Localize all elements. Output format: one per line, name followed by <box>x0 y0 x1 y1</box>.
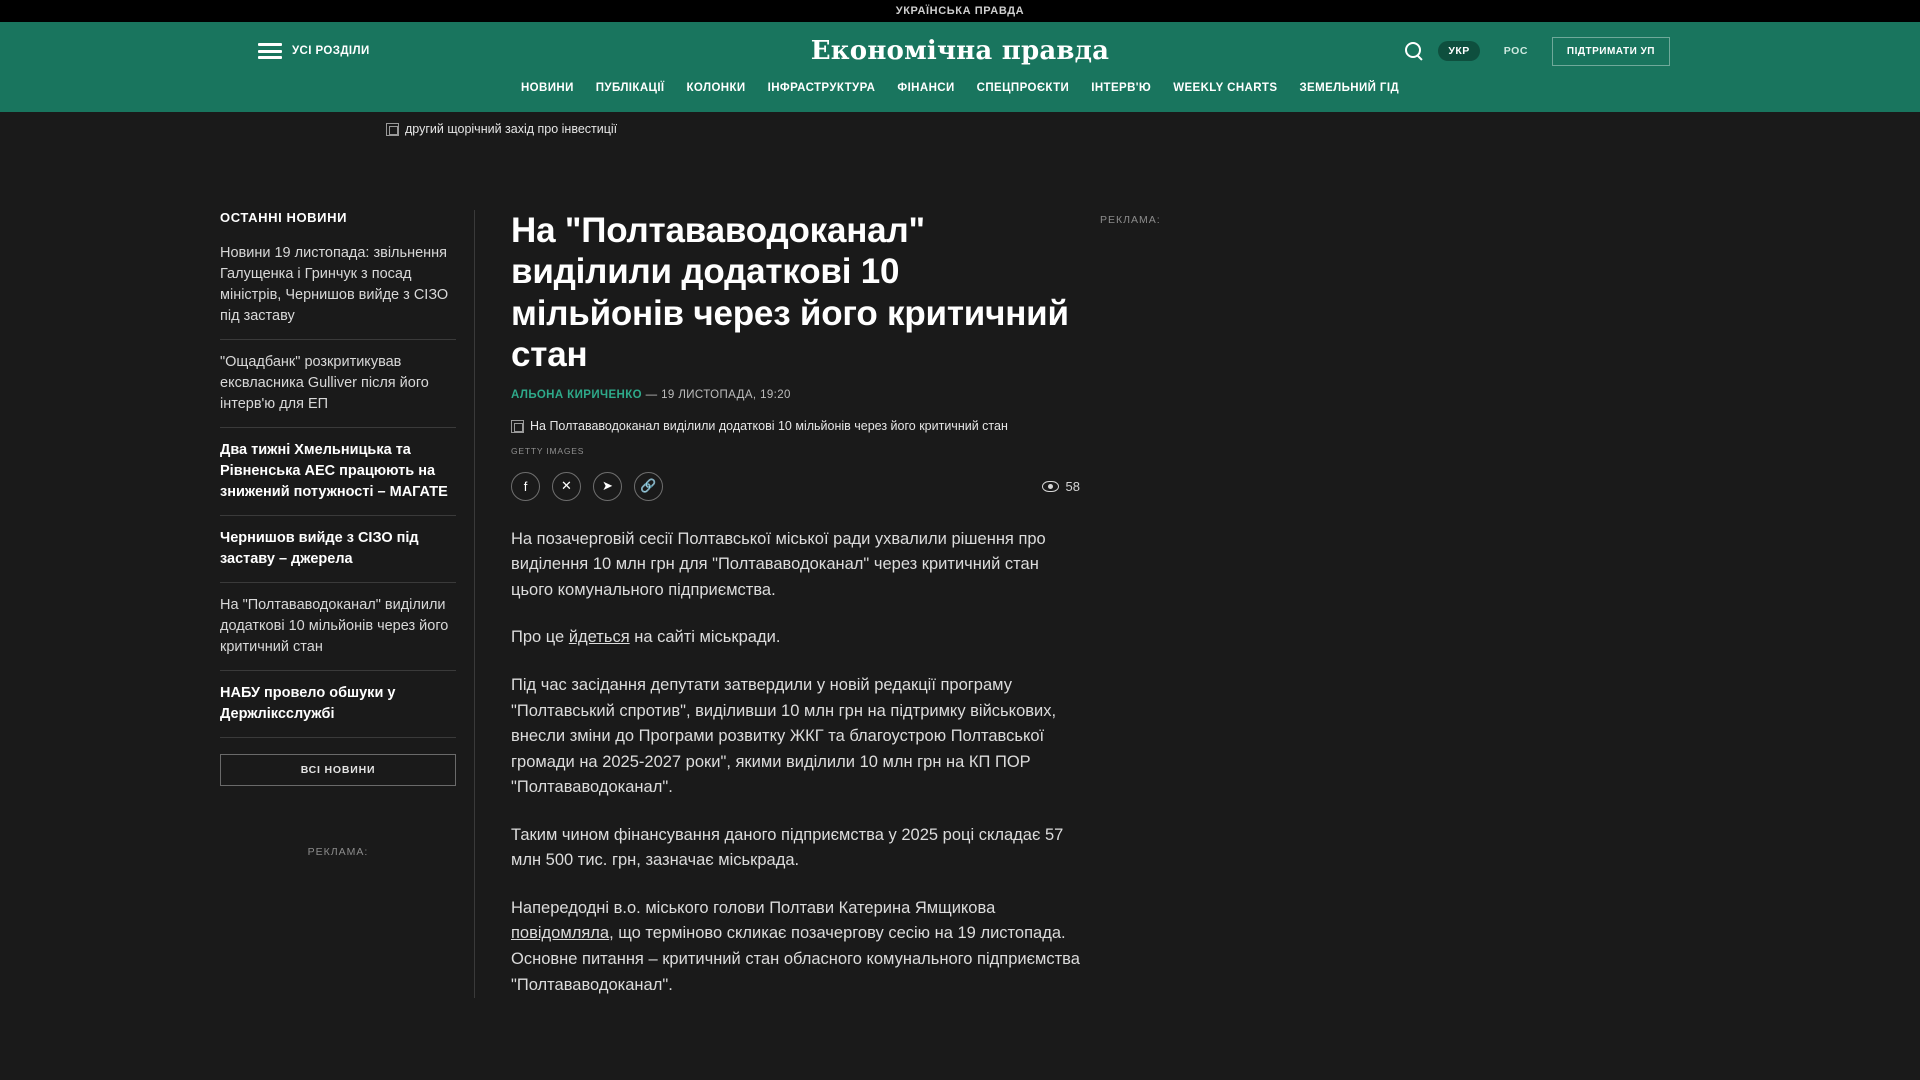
paragraph: Напередодні в.о. міського голови Полтави Катерина Ямщикова повідомляла, що терміново скликає позачергову сесію на 19 листопада. Основне питання – критичний стан обласного комунального підприємства "Полтававодоканал". <box>511 898 1080 994</box>
left-gutter <box>0 210 220 998</box>
share-row <box>511 472 1080 501</box>
article <box>475 210 1100 998</box>
copy-link-icon[interactable]: 🔗 <box>634 472 663 501</box>
nav-item-novyny[interactable]: НОВИНИ <box>520 82 574 94</box>
sidebar-title: ОСТАННІ НОВИНИ <box>220 210 348 225</box>
broken-image-icon <box>386 123 399 136</box>
lang-switch-ua[interactable]: УКР <box>1438 41 1479 61</box>
hamburger-icon <box>258 43 282 59</box>
main-nav <box>0 80 1920 112</box>
top-banner-area <box>0 112 1920 192</box>
view-count: 58 <box>1065 478 1080 494</box>
list-item[interactable]: Чернишов вийде з СІЗО під заставу – джерела <box>220 516 456 583</box>
network-bar <box>0 0 1920 22</box>
banner-alt-text: другий щорічний захід про інвестиції <box>405 122 618 136</box>
byline <box>511 389 1080 401</box>
view-counter <box>1042 479 1080 494</box>
list-item[interactable]: НАБУ провело обшуки у Держліксслужбі <box>220 671 456 738</box>
nav-item-kolonky[interactable]: КОЛОНКИ <box>686 82 746 94</box>
x-twitter-icon[interactable]: ✕ <box>552 472 581 501</box>
menu-label: УСІ РОЗДІЛИ <box>292 45 370 57</box>
all-news-button[interactable]: ВСІ НОВИНИ <box>220 754 456 786</box>
article-date: — 19 ЛИСТОПАДА, 19:20 <box>645 389 791 402</box>
list-item[interactable]: "Ощадбанк" розкритикував ексвласника Gulliver після його інтерв'ю для ЕП <box>220 340 456 428</box>
paragraph: Таким чином фінансування даного підприємства у 2025 році складає 57 млн 500 тис. грн, зазначає міськрада. <box>511 825 1064 870</box>
facebook-icon[interactable]: f <box>511 472 540 501</box>
header-actions <box>1404 37 1670 66</box>
article-body <box>511 527 1080 998</box>
nav-item-interview[interactable]: ІНТЕРВ'Ю <box>1091 82 1152 94</box>
network-title[interactable]: УКРАЇНСЬКА ПРАВДА <box>895 5 1025 17</box>
menu-button[interactable] <box>258 43 370 59</box>
list-item[interactable]: Два тижні Хмельницька та Рівненська АЕС працюють на знижений потужності – МАГАТЕ <box>220 428 456 516</box>
nav-item-specproekty[interactable]: СПЕЦПРОЄКТИ <box>976 82 1070 94</box>
site-logo[interactable]: Економічна правда <box>810 36 1110 66</box>
lang-switch-ru[interactable]: РОС <box>1503 45 1528 57</box>
article-lead-image <box>511 419 1008 433</box>
inline-link[interactable]: йдеться <box>568 628 630 647</box>
nav-item-publikacii[interactable]: ПУБЛІКАЦІЇ <box>595 82 665 94</box>
eye-icon <box>1042 481 1059 492</box>
broken-image-icon <box>511 420 524 433</box>
nav-item-zemelnyi-hid[interactable]: ЗЕМЕЛЬНИЙ ГІД <box>1299 82 1400 94</box>
search-icon[interactable] <box>1404 41 1424 61</box>
nav-item-infrastruktura[interactable]: ІНФРАСТРУКТУРА <box>767 82 876 94</box>
telegram-icon[interactable]: ➤ <box>593 472 622 501</box>
support-button[interactable]: ПІДТРИМАТИ УП <box>1552 37 1670 66</box>
list-item[interactable]: На "Полтавaводоканал" виділили додаткові 10 мільйонів через його критичний стан <box>220 583 456 671</box>
image-credit: GETTY IMAGES <box>511 445 585 456</box>
article-author[interactable]: АЛЬОНА КИРИЧЕНКО <box>511 389 643 402</box>
content-grid <box>0 192 1920 998</box>
paragraph: Про це йдеться на сайті міськради. <box>511 628 781 647</box>
sidebar-ad-label: РЕКЛАМА: <box>307 846 369 859</box>
site-header <box>0 22 1920 80</box>
latest-news-sidebar <box>220 210 475 998</box>
lead-image-alt: На Полтававодоканал виділили додаткові 10 мільйонів через його критичний стан <box>530 419 1008 434</box>
page-title: На "Полтававодоканал" виділили додаткові 10 мільйонів через його критичний стан <box>511 211 1069 374</box>
right-ad-label: РЕКЛАМА: <box>1100 214 1161 226</box>
paragraph: На позачерговій сесії Полтавської міської ради ухвалили рішення про виділення 10 млн грн для "Полтававодоканал" через критичний стан цього комунального підприємства. <box>511 529 1046 599</box>
nav-item-weekly-charts[interactable]: WEEKLY CHARTS <box>1173 82 1278 94</box>
list-item[interactable]: Новини 19 листопада: звільнення Галущенка і Гринчук з посад міністрів, Чернишов вийде з СІЗО під заставу <box>220 243 456 340</box>
inline-link[interactable]: повідомляла <box>511 924 610 943</box>
nav-item-finansy[interactable]: ФІНАНСИ <box>897 82 955 94</box>
paragraph: Під час засідання депутати затвердили у новій редакції програму "Полтавський спротив", виділивши 10 млн грн на підтримку військових, внесли зміни до Програми розвитку ЖКГ та благоустрою Полтавської громади на 2025-2027 роки", якими виділили 10 млн грн на КП ПОР "Полтававодоканал". <box>511 675 1057 797</box>
right-rail <box>1100 210 1920 998</box>
banner-broken-image[interactable] <box>386 122 617 136</box>
